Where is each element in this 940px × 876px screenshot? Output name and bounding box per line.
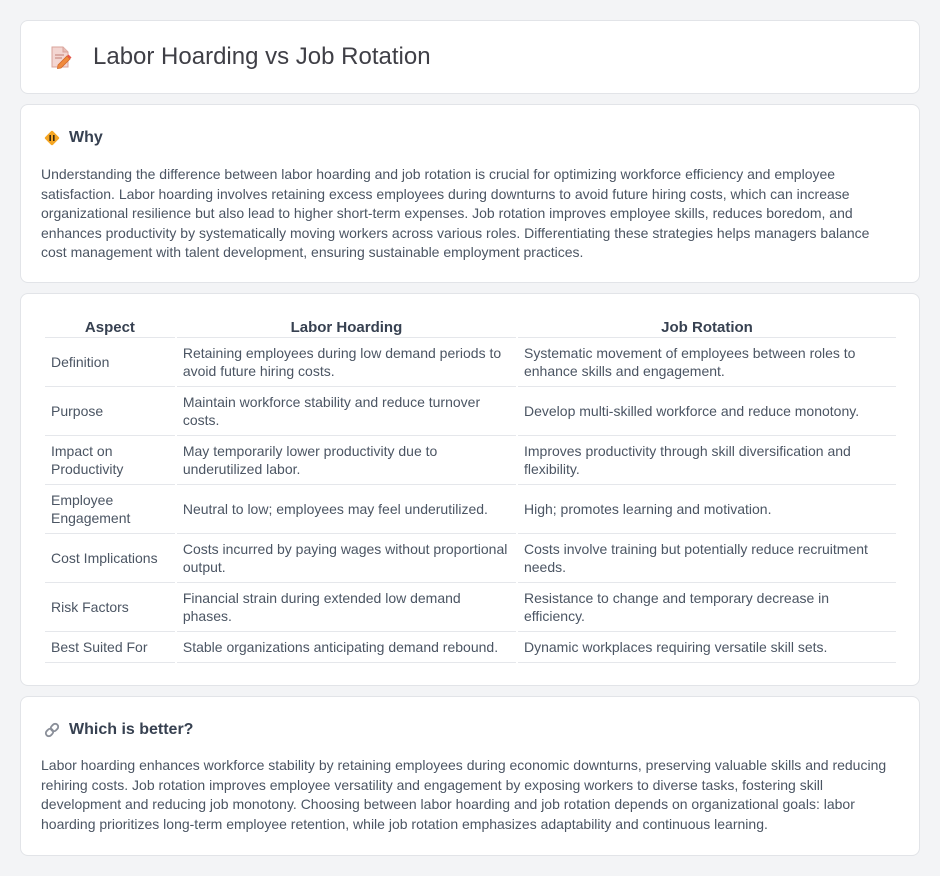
column-header-aspect: Aspect	[45, 316, 175, 338]
comparison-card	[20, 293, 920, 686]
page-title: Labor Hoarding vs Job Rotation	[93, 43, 431, 70]
which-is-better-section	[20, 696, 920, 856]
row-aspect: Purpose	[45, 387, 175, 436]
diamond-warning-icon	[43, 129, 61, 147]
comparison-table	[43, 316, 898, 663]
row-job-rotation: Dynamic workplaces requiring versatile skill sets.	[518, 632, 896, 663]
row-job-rotation: Improves productivity through skill diversification and flexibility.	[518, 436, 896, 485]
row-labor-hoarding: Stable organizations anticipating demand rebound.	[177, 632, 516, 663]
row-labor-hoarding: Maintain workforce stability and reduce turnover costs.	[177, 387, 516, 436]
why-section	[20, 104, 920, 283]
row-aspect: Best Suited For	[45, 632, 175, 663]
row-labor-hoarding: May temporarily lower productivity due to underutilized labor.	[177, 436, 516, 485]
document-pencil-icon	[47, 44, 73, 70]
row-aspect: Definition	[45, 338, 175, 387]
table-row	[45, 632, 896, 663]
row-job-rotation: Costs involve training but potentially reduce recruitment needs.	[518, 534, 896, 583]
table-row	[45, 485, 896, 534]
link-icon	[43, 721, 61, 739]
table-row	[45, 534, 896, 583]
row-labor-hoarding: Financial strain during extended low demand phases.	[177, 583, 516, 632]
row-aspect: Risk Factors	[45, 583, 175, 632]
table-row	[45, 583, 896, 632]
row-labor-hoarding: Costs incurred by paying wages without proportional output.	[177, 534, 516, 583]
which-is-better-heading: Which is better?	[69, 721, 194, 738]
table-header-row	[45, 316, 896, 338]
row-job-rotation: Systematic movement of employees between roles to enhance skills and engagement.	[518, 338, 896, 387]
row-aspect: Impact on Productivity	[45, 436, 175, 485]
header-card	[20, 20, 920, 94]
row-job-rotation: Resistance to change and temporary decrease in efficiency.	[518, 583, 896, 632]
row-job-rotation: Develop multi-skilled workforce and reduce monotony.	[518, 387, 896, 436]
column-header-job-rotation: Job Rotation	[518, 316, 896, 338]
row-aspect: Employee Engagement	[45, 485, 175, 534]
which-is-better-text: Labor hoarding enhances workforce stability by retaining employees during economic downturns, preserving valuable skills and reducing rehiring costs. Job rotation improves employee versatility and engagement by exposing workers to diverse tasks, fostering skill development and reducing job monotony. Choosing between labor hoarding and job rotation depends on organizational goals: labor hoarding prioritizes long-term employee retention, while job rotation emphasizes adaptability and continuous learning.	[41, 757, 887, 832]
table-row	[45, 387, 896, 436]
column-header-labor-hoarding: Labor Hoarding	[177, 316, 516, 338]
row-labor-hoarding: Retaining employees during low demand periods to avoid future hiring costs.	[177, 338, 516, 387]
table-row	[45, 436, 896, 485]
row-job-rotation: High; promotes learning and motivation.	[518, 485, 896, 534]
why-text: Understanding the difference between labor hoarding and job rotation is crucial for optimizing workforce efficiency and employee satisfaction. Labor hoarding involves retaining excess employees during downturns to avoid future hiring costs, which can increase organizational resilience but also lead to higher short-term expenses. Job rotation improves employee skills, reduces boredom, and enhances productivity by systematically moving workers across various roles. Differentiating these strategies helps managers balance cost management with talent development, ensuring sustainable employment practices.	[41, 166, 870, 260]
row-aspect: Cost Implications	[45, 534, 175, 583]
row-labor-hoarding: Neutral to low; employees may feel underutilized.	[177, 485, 516, 534]
table-row	[45, 338, 896, 387]
why-heading: Why	[69, 129, 103, 146]
